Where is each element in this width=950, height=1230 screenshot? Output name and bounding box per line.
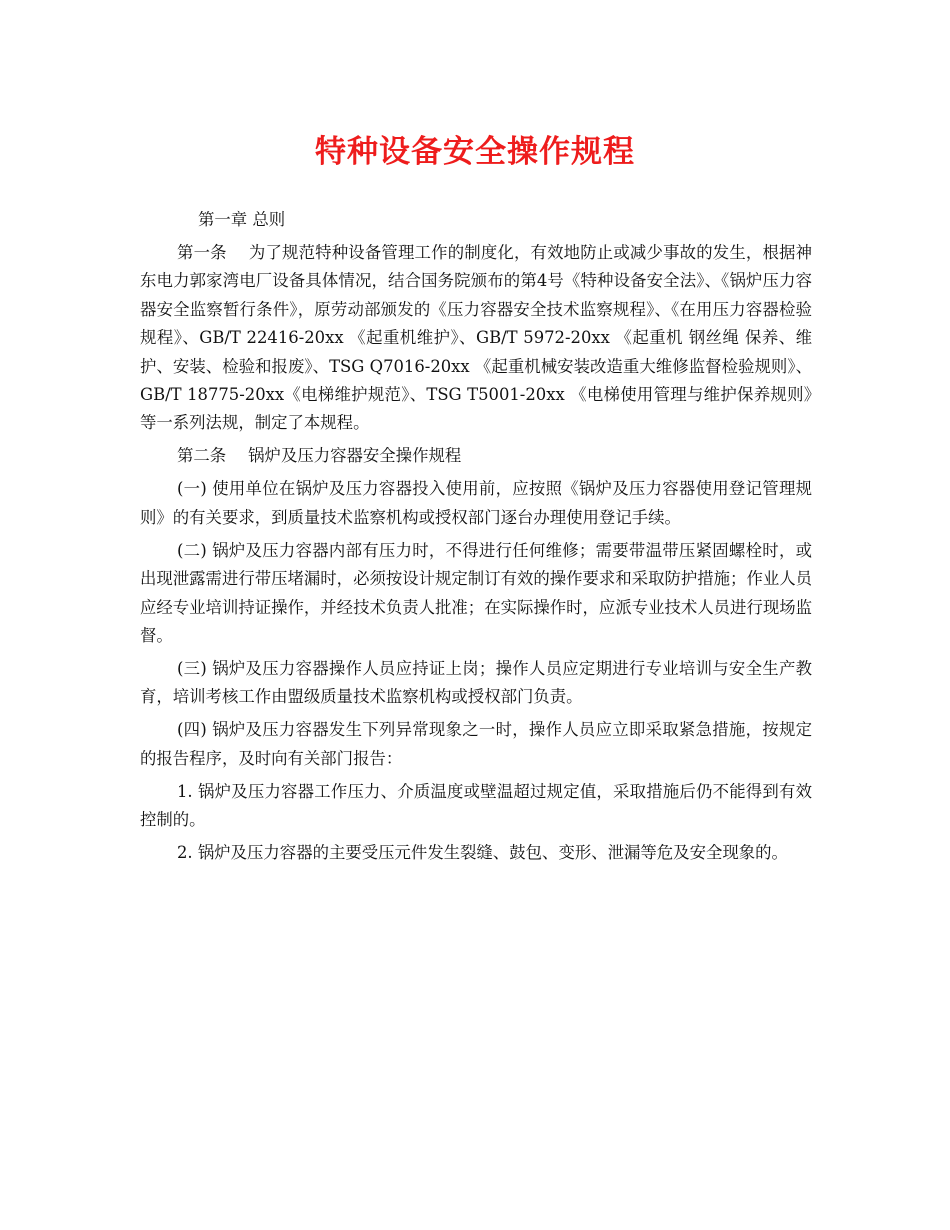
item-4: (四) 锅炉及压力容器发生下列异常现象之一时，操作人员应立即采取紧急措施，按规定的报告程序，及时向有关部门报告： [140, 720, 812, 768]
chapter-heading: 第一章 总则 [198, 210, 286, 229]
article-1 [140, 239, 812, 438]
article-2 [140, 442, 812, 470]
item-3: (三) 锅炉及压力容器操作人员应持证上岗；操作人员应定期进行专业培训与安全生产教育，培训考核工作由盟级质量技术监察机构或授权部门负责。 [140, 659, 812, 707]
item-1: (一) 使用单位在锅炉及压力容器投入使用前，应按照《锅炉及压力容器使用登记管理规则》的有关要求，到质量技术监察机构或授权部门逐台办理使用登记手续。 [140, 479, 812, 527]
article-1-text: 为了规范特种设备管理工作的制度化，有效地防止或减少事故的发生，根据神东电力郭家湾电厂设备具体情况，结合国务院颁布的第4号《特种设备安全法》、《锅炉压力容器安全监察暂行条件》，原劳动部颁发的《压力容器安全技术监察规程》、《在用压力容器检验规程》、GB/T 22416-20xx 《起重机维护》、GB/T 5972-20xx 《起重机 钢丝绳 保养、维护、安装、检验和报废》、TSG Q7016-20xx 《起重机械安装改造重大维修监督检验规则》、GB/T 18775-20xx《电梯维护规范》、TSG T5001-20xx 《电梯使用管理与维护保养规则》等一系列法规，制定了本规程。 [140, 243, 812, 433]
sub-item-2: 2. 锅炉及压力容器的主要受压元件发生裂缝、鼓包、变形、泄漏等危及安全现象的。 [177, 843, 788, 863]
article-1-label: 第一条 [177, 243, 227, 262]
document-title: 特种设备安全操作规程 [315, 134, 635, 170]
article-2-text: 锅炉及压力容器安全操作规程 [248, 446, 462, 466]
document-body [140, 206, 812, 872]
sub-item-1: 1. 锅炉及压力容器工作压力、介质温度或壁温超过规定值，采取措施后仍不能得到有效控制的。 [140, 781, 812, 830]
item-2: (二) 锅炉及压力容器内部有压力时，不得进行任何维修；需要带温带压紧固螺栓时，或出现泄露需进行带压堵漏时，必须按设计规定制订有效的操作要求和采取防护措施；作业人员应经专业培训持证操作，并经技术负责人批准；在实际操作时，应派专业技术人员进行现场监督。 [140, 540, 813, 646]
article-2-label: 第二条 [177, 446, 227, 466]
